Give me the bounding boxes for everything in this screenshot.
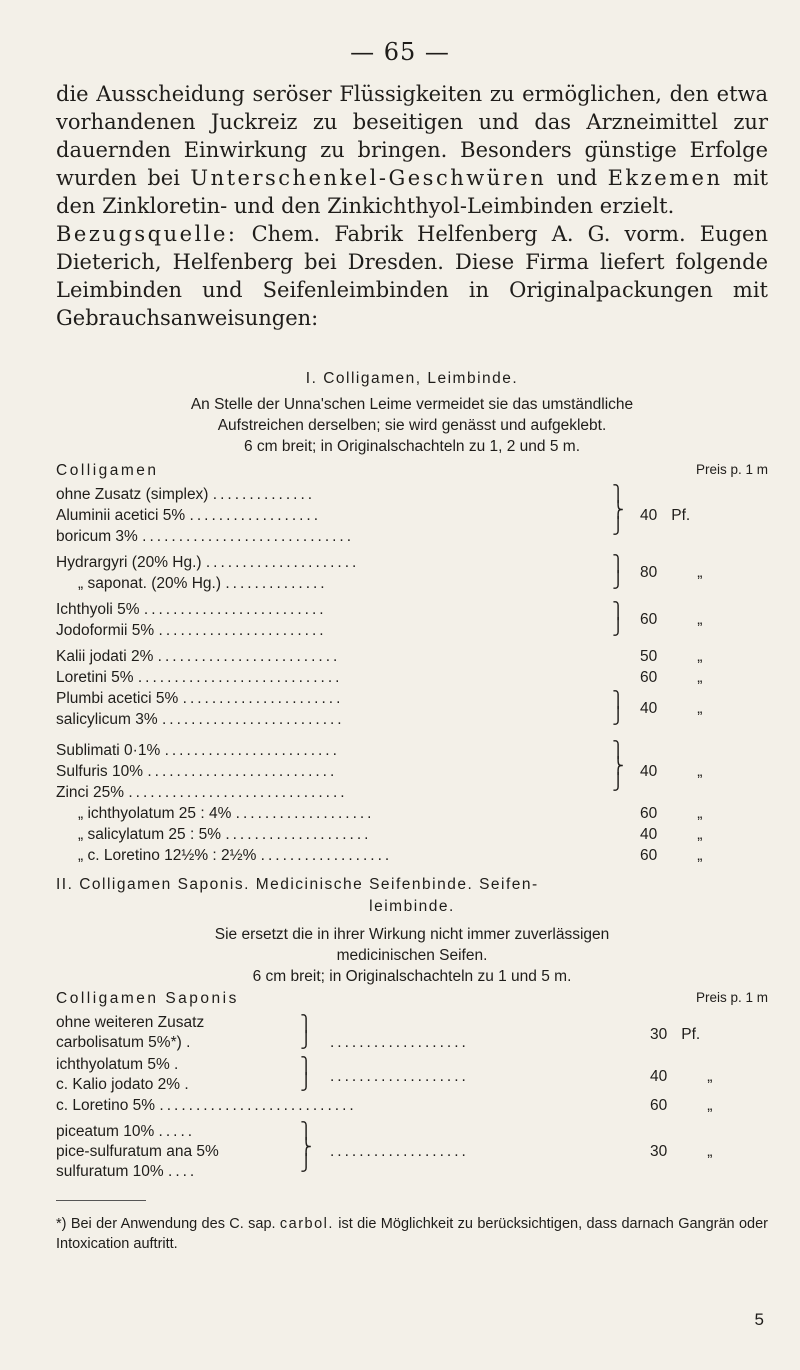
section1-list-header bbox=[56, 462, 768, 484]
section1-desc-line3: 6 cm breit; in Originalschachteln zu 1, 2 und 5 m. bbox=[244, 438, 580, 455]
list-item: Sulfuris 10% .......................... bbox=[56, 763, 338, 780]
list-item: sulfuratum 10% .... bbox=[56, 1163, 198, 1180]
section1-desc-line2: Aufstreichen derselben; sie wird genässt und aufgeklebt. bbox=[217, 417, 607, 434]
section2-description bbox=[56, 924, 768, 987]
brace-group-7: ⎫ ⎭ bbox=[300, 1056, 312, 1091]
list-item: Jodoformii 5% ....................... bbox=[56, 622, 327, 639]
intro-emphasis-2: Ekzemen bbox=[607, 166, 723, 190]
section2-header-price: Preis p. 1 m bbox=[695, 990, 768, 1005]
footnote-part1: *) Bei der Anwendung des C. sap. bbox=[56, 1216, 280, 1232]
price-60: 60 „ bbox=[640, 805, 703, 822]
price-40-pf: 40 Pf. bbox=[640, 507, 691, 524]
footnote-rule bbox=[56, 1200, 146, 1201]
list-item: boricum 3% ............................. bbox=[56, 528, 355, 545]
section1-header-price: Preis p. 1 m bbox=[695, 462, 768, 477]
list-item: „ salicylatum 25 : 5% .................... bbox=[78, 826, 372, 843]
section2-list-header bbox=[56, 990, 768, 1012]
list-item: Hydrargyri (20% Hg.) ..................... bbox=[56, 554, 360, 571]
price-40: 40 „ bbox=[640, 700, 703, 717]
price-50: 50 „ bbox=[640, 648, 703, 665]
intro-part1: die Ausscheidung seröser Flüssigkeiten zu ermöglichen, den etwa vorhandenen Juckreiz zu beseitigen und das Arzneimittel zur dauernden Einwirkung zu bringen. Besonders günstige Erfolge wurden bei bbox=[56, 82, 768, 190]
section1-desc-line1: An Stelle der Unna'schen Leime vermeidet sie das umständliche bbox=[190, 396, 634, 413]
section2-title-line2: leimbinde. bbox=[369, 898, 455, 915]
list-item: salicylicum 3% ......................... bbox=[56, 711, 345, 728]
brace-group-6: ⎫ ⎭ bbox=[300, 1014, 312, 1049]
price-40: 40 „ bbox=[640, 763, 703, 780]
brace-group-3: ⎫ ⎭ bbox=[612, 601, 624, 636]
leader-dots: ................... bbox=[330, 1068, 469, 1085]
list-item: Zinci 25% .............................. bbox=[56, 784, 348, 801]
intro-paragraph bbox=[56, 80, 768, 332]
list-item: Aluminii acetici 5% .................. bbox=[56, 507, 322, 524]
brace-group-4: ⎫ ⎭ bbox=[612, 690, 624, 725]
section2-desc-line1: Sie ersetzt die in ihrer Wirkung nicht immer zuverlässigen bbox=[214, 926, 610, 943]
price-30: 30 „ bbox=[650, 1143, 713, 1160]
price-60: 60 „ bbox=[640, 669, 703, 686]
price-80: 80 „ bbox=[640, 564, 703, 581]
section2-header-label: Colligamen Saponis bbox=[56, 990, 239, 1007]
list-item: carbolisatum 5%*) . bbox=[56, 1034, 194, 1051]
section1-description bbox=[56, 394, 768, 457]
price-60: 60 „ bbox=[640, 611, 703, 628]
list-item: ohne weiteren Zusatz bbox=[56, 1014, 205, 1031]
list-item: „ saponat. (20% Hg.) .............. bbox=[78, 575, 328, 592]
list-item: „ c. Loretino 12½% : 2½% .................. bbox=[78, 847, 393, 864]
price-30-pf: 30 Pf. bbox=[650, 1026, 701, 1043]
leader-dots: ................... bbox=[330, 1143, 469, 1160]
list-item: pice-sulfuratum ana 5% bbox=[56, 1143, 219, 1160]
price-40: 40 „ bbox=[650, 1068, 713, 1085]
list-item: ichthyolatum 5% . bbox=[56, 1056, 182, 1073]
footnote bbox=[56, 1214, 768, 1254]
list-item: piceatum 10% ..... bbox=[56, 1123, 196, 1140]
brace-group-1: ⎫ ⎬ ⎭ bbox=[612, 484, 624, 535]
section2-title: II. Colligamen Saponis. Medicinische Seifenbinde. Seifen- bbox=[56, 876, 539, 893]
list-item: „ ichthyolatum 25 : 4% ................... bbox=[78, 805, 375, 822]
page-number: — 65 — bbox=[350, 38, 450, 66]
section1-header-label: Colligamen bbox=[56, 462, 159, 479]
intro-part3: mit den Zinkloretin- und den Zinkichthyol-Leimbinden erzielt. bbox=[56, 166, 769, 218]
list-item: Ichthyoli 5% ......................... bbox=[56, 601, 327, 618]
list-item: c. Loretino 5% ........................... bbox=[56, 1097, 357, 1114]
brace-group-8: ⎫ ⎬ ⎭ bbox=[300, 1121, 312, 1172]
list-item: c. Kalio jodato 2% . bbox=[56, 1076, 192, 1093]
intro-text bbox=[56, 80, 768, 220]
price-40: 40 „ bbox=[640, 826, 703, 843]
footnote-part2: ist die Möglichkeit zu berücksichtigen, dass darnach Gangrän oder Intoxication auftritt. bbox=[56, 1216, 768, 1252]
section2-desc-line2: medicinischen Seifen. bbox=[336, 947, 488, 964]
intro-part2: und bbox=[546, 166, 608, 190]
brace-group-2: ⎫ ⎭ bbox=[612, 554, 624, 589]
signature-mark: 5 bbox=[754, 1310, 764, 1329]
list-item: Sublimati 0·1% ........................ bbox=[56, 742, 340, 759]
list-item: Plumbi acetici 5% ...................... bbox=[56, 690, 344, 707]
intro-emphasis-1: Unterschenkel-Geschwüren bbox=[190, 166, 547, 190]
leader-dots: ................... bbox=[330, 1034, 469, 1051]
source-text bbox=[56, 220, 768, 332]
brace-group-5: ⎫ ⎬ ⎭ bbox=[612, 740, 624, 791]
price-60: 60 „ bbox=[640, 847, 703, 864]
footnote-emphasis: carbol. bbox=[279, 1216, 334, 1232]
section2-desc-line3: 6 cm breit; in Originalschachteln zu 1 und 5 m. bbox=[252, 968, 572, 985]
section1-title: I. Colligamen, Leimbinde. bbox=[305, 370, 519, 387]
source-label: Bezugsquelle: bbox=[56, 222, 238, 246]
source-body: Chem. Fabrik Helfenberg A. G. vorm. Eugen Dieterich, Helfenberg bei Dresden. Diese Firma liefert folgende Leimbinden und Seifenleimbinden in Originalpackungen mit Gebrauchsanweisungen: bbox=[56, 222, 768, 330]
price-60: 60 „ bbox=[650, 1097, 713, 1114]
list-item: Loretini 5% ............................ bbox=[56, 669, 343, 686]
list-item: ohne Zusatz (simplex) .............. bbox=[56, 486, 316, 503]
list-item: Kalii jodati 2% ......................... bbox=[56, 648, 341, 665]
